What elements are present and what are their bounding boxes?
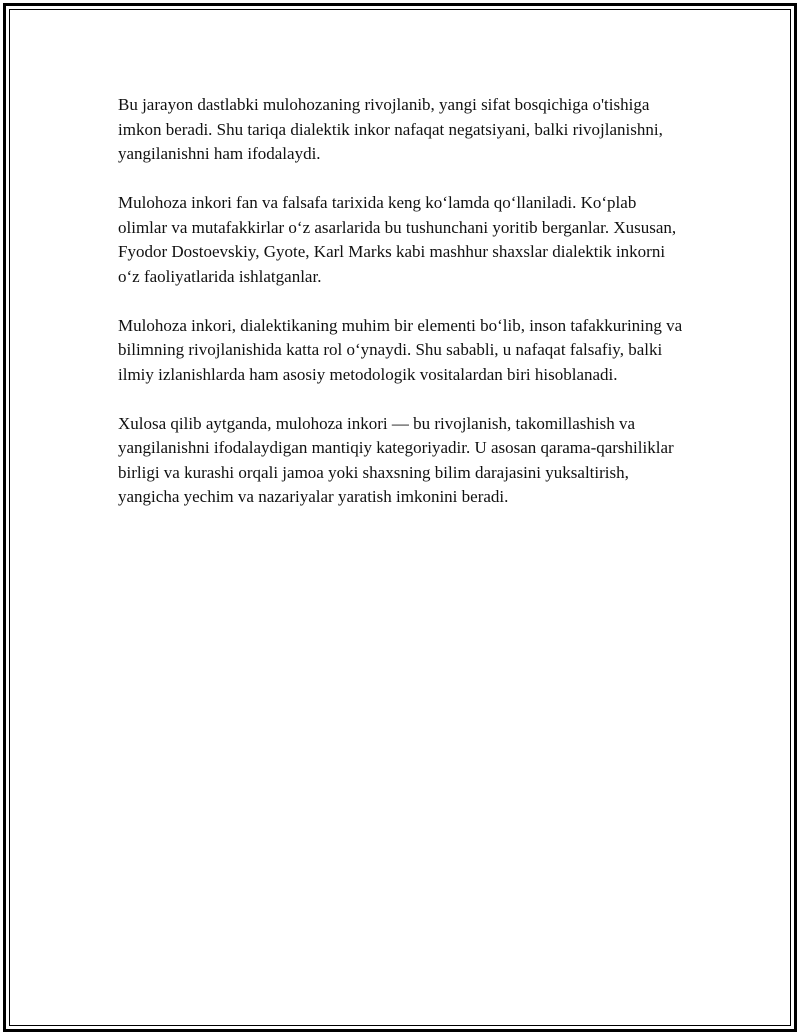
paragraph-3: Mulohoza inkori, dialektikaning muhim bir elementi boʻlib, inson tafakkurining va bilimning rivojlanishida katta rol oʻynaydi. Shu sababli, u nafaqat falsafiy, balki ilmiy izlanishlarda ham asosiy metodologik vositalardan biri hisoblanadi. bbox=[118, 315, 683, 384]
document-body bbox=[118, 93, 688, 534]
paragraph-4: Xulosa qilib aytganda, mulohoza inkori — bu rivojlanish, takomillashish va yangilanishni ifodalaydigan mantiqiy kategoriyadir. U asosan qarama-qarshiliklar birligi va kurashi orqali jamoa yoki shaxsning bilim darajasini yuksaltirish, yangicha yechim va nazariyalar yaratish imkonini beradi. bbox=[118, 413, 674, 506]
paragraph-1: Bu jarayon dastlabki mulohozaning rivojlanib, yangi sifat bosqichiga o'tishiga imkon beradi. Shu tariqa dialektik inkor nafaqat negatsiyani, balki rivojlanishni, yangilanishni ham ifodalaydi. bbox=[118, 95, 663, 163]
paragraph-2: Mulohoza inkori fan va falsafa tarixida keng koʻlamda qoʻllaniladi. Koʻplab olimlar va mutafakkirlar oʻz asarlarida bu tushunchani yoritib berganlar. Xususan, Fyodor Dostoevskiy, Gyote, Karl Marks kabi mashhur shaxslar dialektik inkorni oʻz faoliyatlarida ishlatganlar. bbox=[118, 193, 677, 286]
